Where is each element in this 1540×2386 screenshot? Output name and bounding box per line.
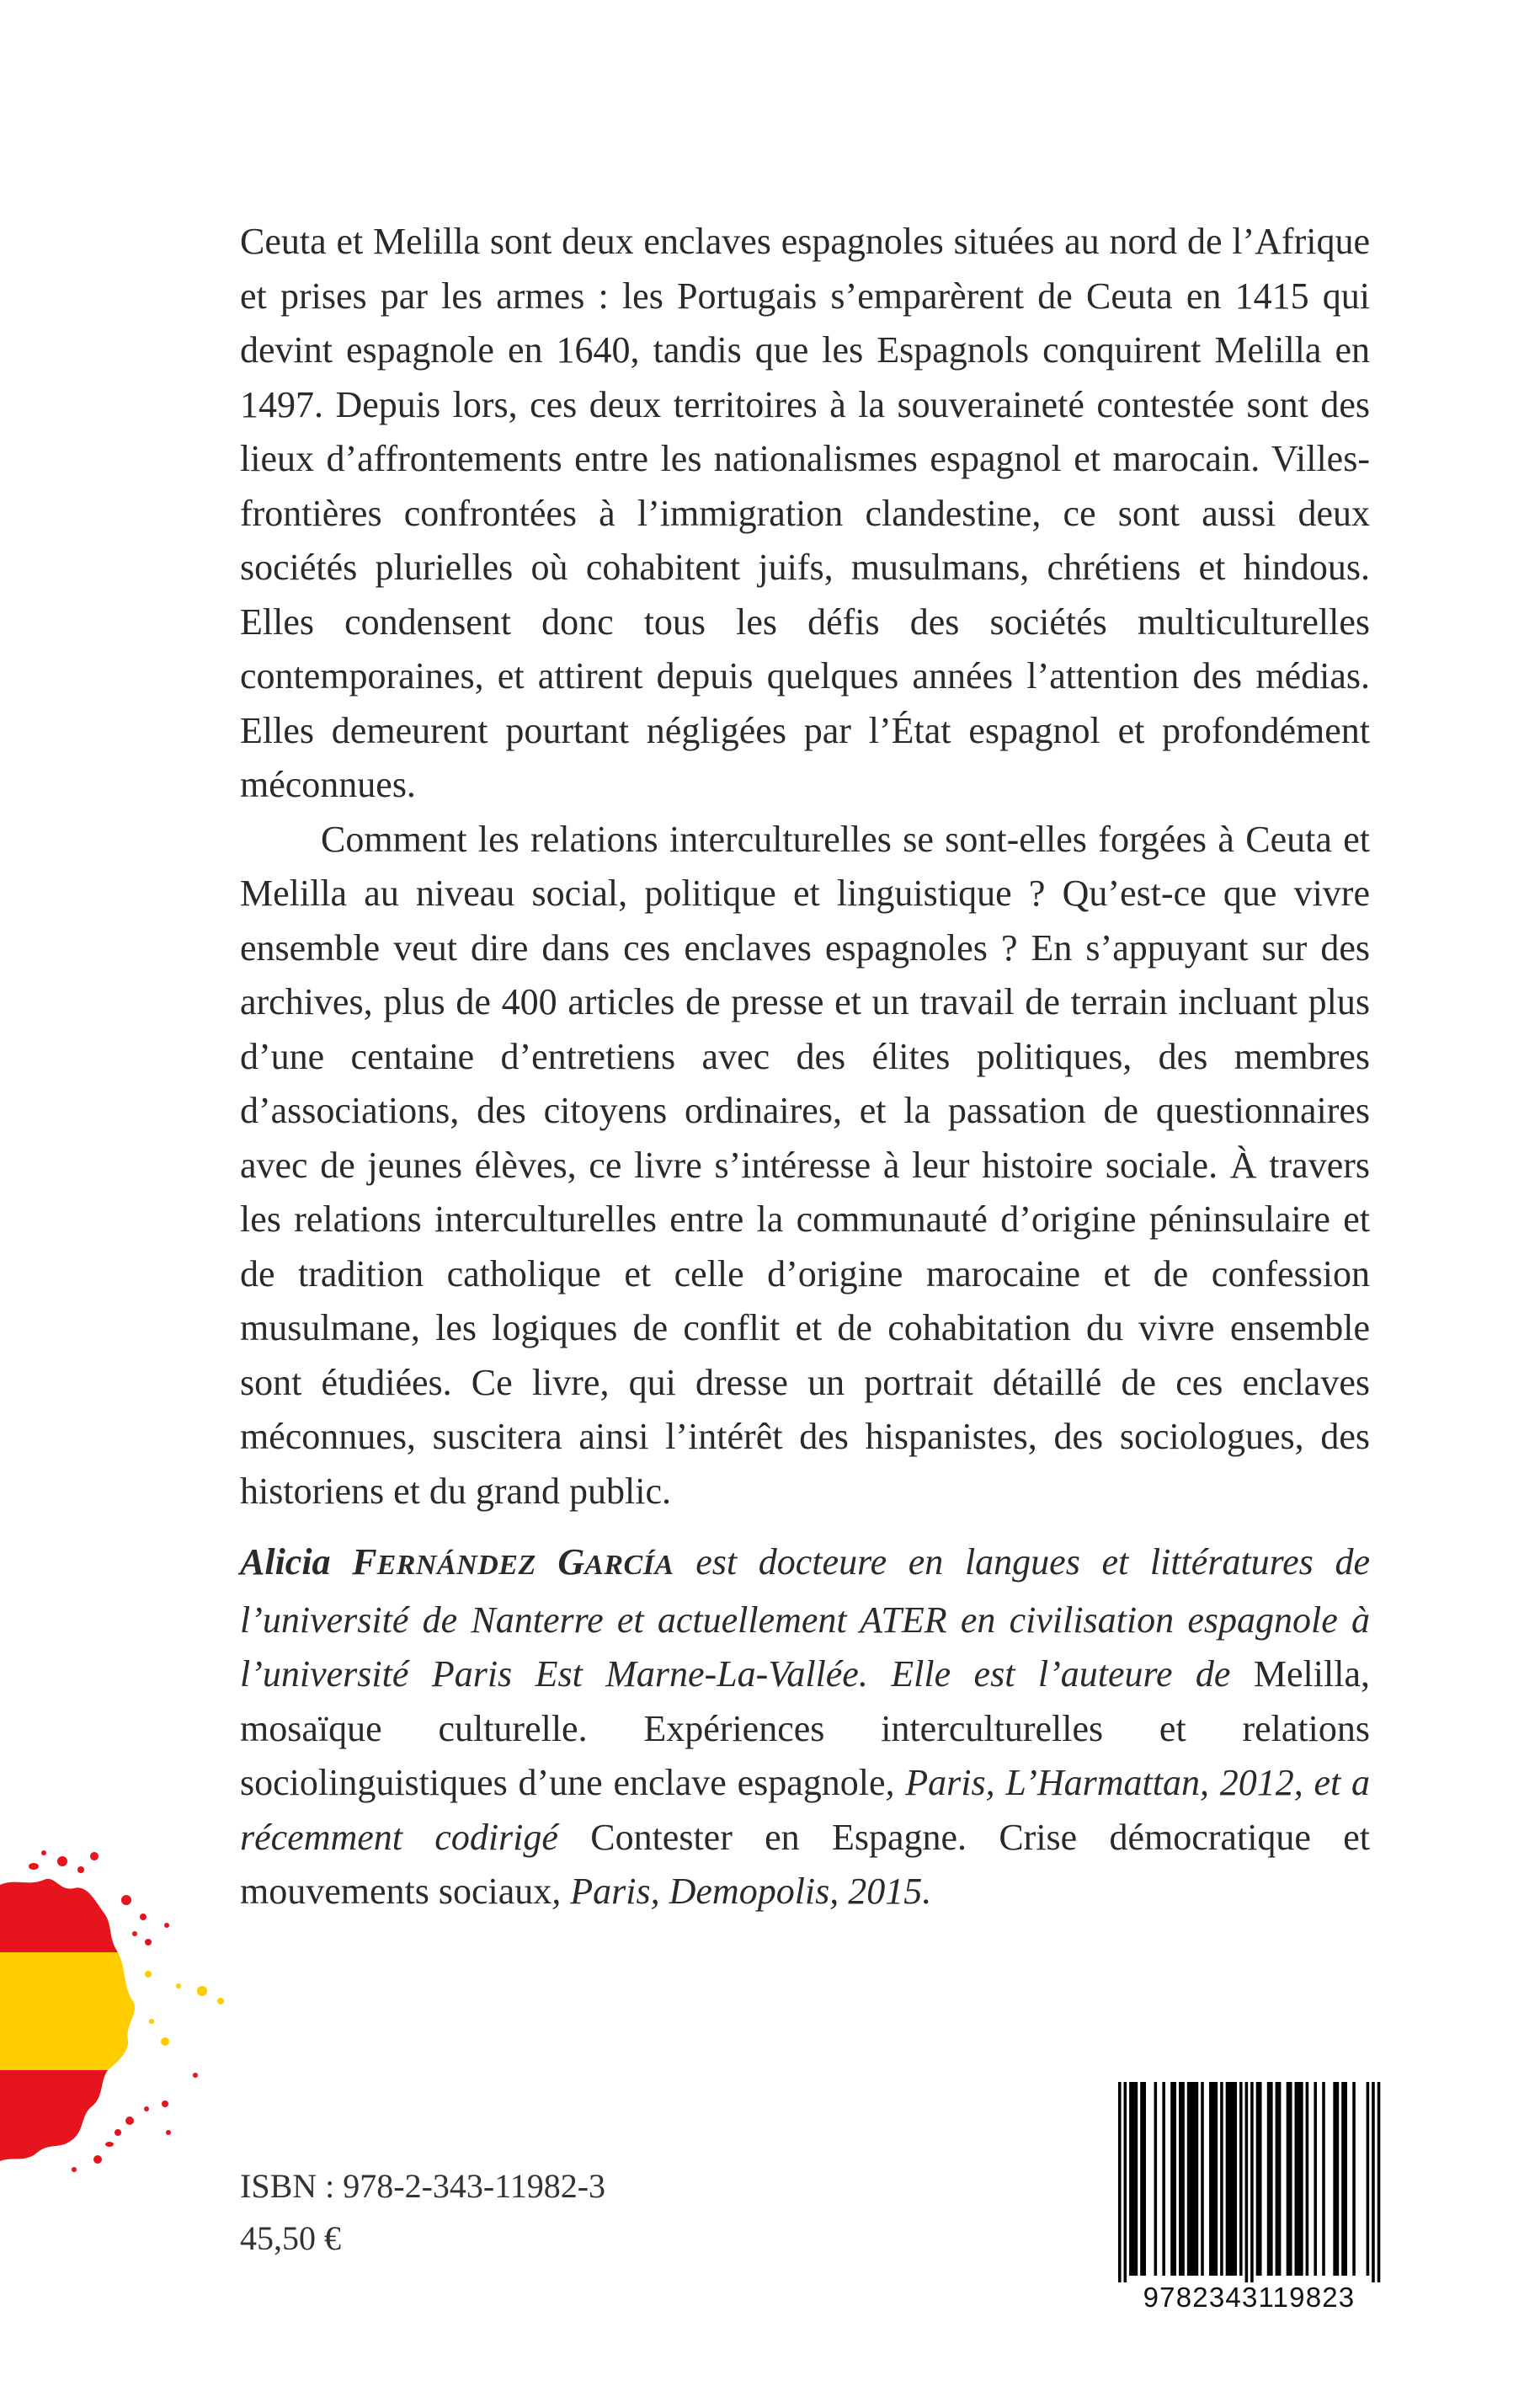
isbn: ISBN : 978-2-343-11982-3 (240, 2167, 606, 2205)
barcode-bar (1209, 2082, 1212, 2276)
barcode-bar (1372, 2082, 1375, 2284)
barcode-bar (1298, 2082, 1301, 2276)
barcode-bar (1226, 2082, 1229, 2276)
barcode-bar (1287, 2082, 1290, 2276)
blurb-paragraph-2: Comment les relations interculturelles se sont-elles forgées à Ceuta et Melilla au niveau social, politique et linguistique ? Qu’est-ce que vivre ensemble veut dire dans ces enclaves espagnoles ? En s’appuyant sur des archives, plus de 400 articles de presse et un travail de terrain incluant plus d’une centaine d’entretiens avec des élites politiques, des membres d’associations, des citoyens ordinaires, et la passation de questionnaires avec de jeunes élèves, ce livre s’intéresse à leur histoire sociale. À travers les relations interculturelles entre la communauté d’origine péninsulaire et de tradition catholique et celle d’origine marocaine et de confession musulmane, les logiques de conflit et de cohabitation du vivre ensemble sont étudiées. Ce livre, qui dresse un portrait détaillé de ces enclaves méconnues, suscitera ainsi l’intérêt des hispanistes, des sociologues, des historiens et du grand public. (240, 818, 1370, 1512)
barcode-bar (1267, 2082, 1271, 2276)
barcode-bar (1220, 2082, 1223, 2276)
author-first-name: Alicia (240, 1541, 331, 1583)
author-surname-initial-2: G (557, 1541, 585, 1583)
barcode-bar (1129, 2082, 1132, 2276)
barcode-bar (1314, 2082, 1317, 2276)
blurb-paragraph-1: Ceuta et Melilla sont deux enclaves espagnoles situées au nord de l’Afrique et prises par les armes : les Portugais s’emparèrent de Ceuta en 1415 qui devint espagnole en 1640, tandis que les Espagnols conquirent Melilla en 1497. Depuis lors, ces deux territoires à la souveraineté contestée sont des lieux d’affrontements entre les nationalismes espagnol et marocain. Villes-frontières confrontées à l’immigration clandestine, ce sont aussi deux sociétés plurielles où cohabitent juifs, musulmans, chrétiens et hindous. Elles condensent donc tous les défis des sociétés multiculturelles contemporaines, et attirent depuis quelques années l’attention des médias. Elles demeurent pourtant négligées par l’État espagnol et profondément méconnues. (240, 221, 1370, 805)
barcode-bar (1215, 2082, 1218, 2276)
author-surname-rest-1: ERNÁNDEZ (376, 1550, 536, 1581)
book-title-2: Contester en Espagne. Crise démocratique et mouvements sociaux (240, 1816, 1370, 1912)
author-name (240, 1541, 674, 1583)
barcode-bar (1212, 2082, 1215, 2276)
barcode-bar (1333, 2082, 1336, 2276)
barcode-bar (1259, 2082, 1262, 2276)
bio-text-2: , Paris, L’Harmattan, 2012, et a récemment codirigé (240, 1762, 1371, 1858)
barcode-bar (1231, 2082, 1234, 2276)
barcode-bar (1181, 2082, 1185, 2276)
barcode-bar (1234, 2082, 1237, 2276)
barcode (1113, 2082, 1385, 2313)
barcode-bar (1344, 2082, 1347, 2276)
barcode-bar (1341, 2082, 1345, 2276)
barcode-bar (1187, 2082, 1191, 2276)
barcode-number: 9782343119823 (1113, 2282, 1385, 2313)
barcode-bar (1132, 2082, 1135, 2276)
bio-text-1: est docteure en langues et littératures de l’université de Nanterre et actuellement ATER en civilisation espagnole à l’université Paris Est Marne-La-Vallée. Elle est l’auteure de (240, 1541, 1370, 1695)
barcode-bar (1256, 2082, 1260, 2276)
barcode-bar (1276, 2082, 1279, 2276)
author-surname-initial-1: F (352, 1541, 377, 1583)
barcode-bar (1295, 2082, 1298, 2276)
barcode-bar (1143, 2082, 1146, 2276)
author-surname-rest-2: ARCÍA (584, 1550, 674, 1581)
barcode-bar (1162, 2082, 1165, 2276)
barcode-bar (1173, 2082, 1176, 2276)
barcode-bar (1192, 2082, 1196, 2276)
barcode-bar (1239, 2082, 1243, 2276)
barcode-bar (1245, 2082, 1249, 2284)
barcode-bar (1201, 2082, 1204, 2276)
barcode-bars-icon (1113, 2082, 1385, 2284)
barcode-bar (1289, 2082, 1292, 2276)
barcode-bar (1140, 2082, 1143, 2276)
barcode-bar (1300, 2082, 1303, 2276)
book-title-1: Melilla, mosaïque culturelle. Expériences interculturelles et relations sociolinguistiques d’une enclave espagnole (240, 1653, 1370, 1803)
author-bio (240, 1535, 1370, 1919)
barcode-bar (1190, 2082, 1193, 2276)
barcode-bar (1124, 2082, 1127, 2284)
spanish-flag-splash-icon (0, 1819, 236, 2240)
price: 45,50 € (240, 2219, 341, 2257)
barcode-bar (1367, 2082, 1370, 2276)
barcode-bar (1179, 2082, 1182, 2276)
barcode-bar (1322, 2082, 1325, 2276)
barcode-bar (1154, 2082, 1158, 2276)
barcode-bar (1377, 2082, 1381, 2284)
barcode-bar (1135, 2082, 1138, 2276)
barcode-bar (1270, 2082, 1273, 2276)
barcode-bar (1306, 2082, 1309, 2276)
blurb (240, 215, 1370, 1519)
barcode-bar (1228, 2082, 1232, 2276)
barcode-bar (1278, 2082, 1282, 2276)
barcode-bar (1352, 2082, 1356, 2276)
barcode-bar (1118, 2082, 1122, 2284)
barcode-bar (1170, 2082, 1174, 2276)
bio-text-3: , Paris, Demopolis, 2015. (552, 1871, 932, 1912)
barcode-bar (1336, 2082, 1340, 2276)
barcode-bar (1196, 2082, 1199, 2276)
barcode-bar (1250, 2082, 1254, 2284)
